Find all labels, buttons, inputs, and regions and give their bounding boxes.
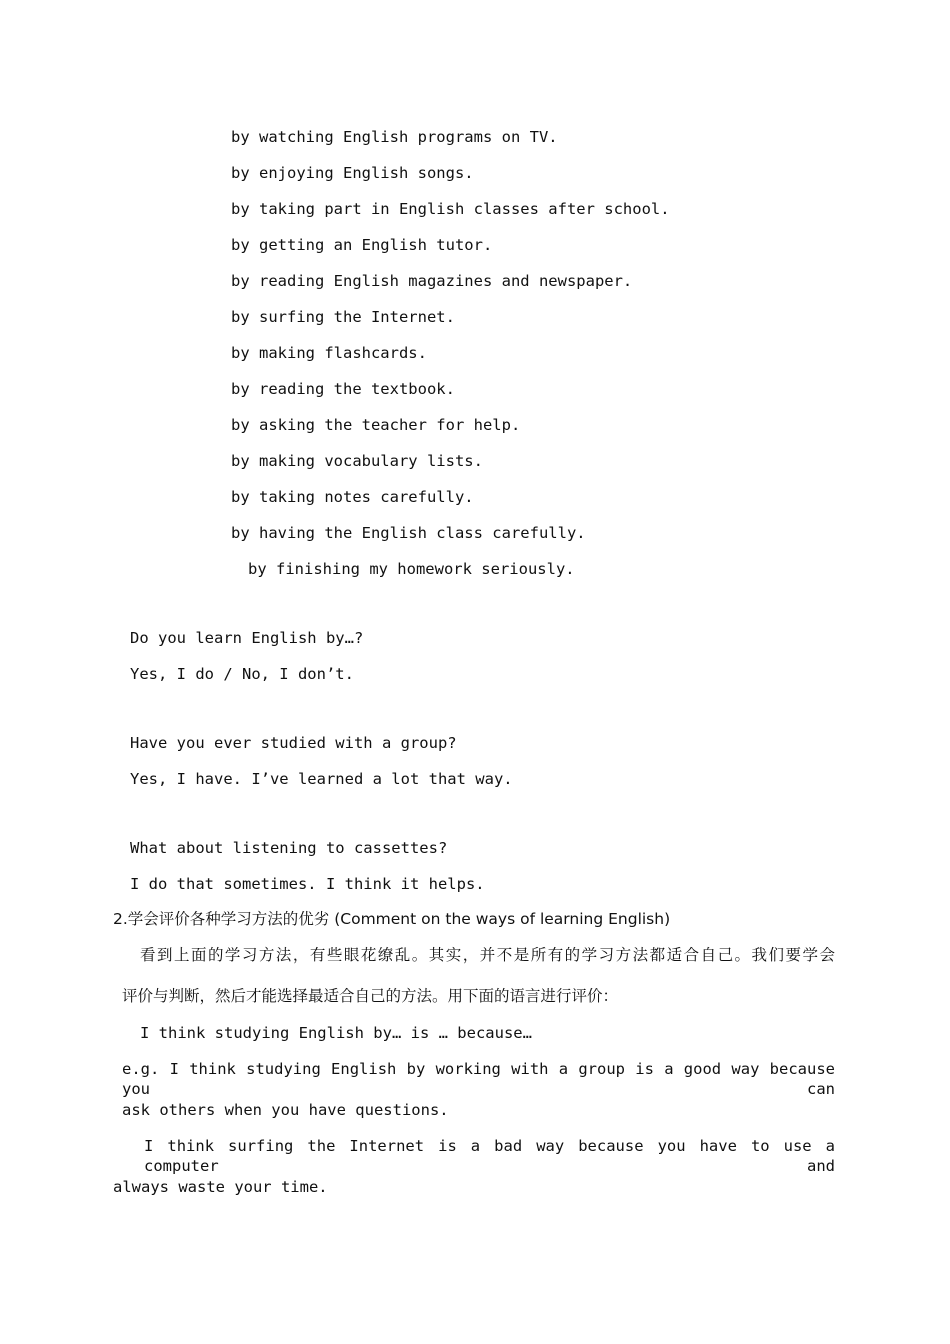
method-item: by reading English magazines and newspaper. [231,272,633,290]
method-item: by getting an English tutor. [231,236,493,254]
sentence-pattern: I think studying English by… is … because… [140,1024,532,1042]
example-line: I think surfing the Internet is a bad way because you have to use a computer and [144,1137,835,1175]
dialogue-answer: Yes, I have. I’ve learned a lot that way. [130,770,513,788]
dialogue-question: Do you learn English by…? [130,629,364,647]
method-item: by watching English programs on TV. [231,128,558,146]
example-line: ask others when you have questions. [122,1101,449,1119]
method-item: by taking part in English classes after school. [231,200,670,218]
dialogue-question: Have you ever studied with a group? [130,734,457,752]
method-item: by enjoying English songs. [231,164,474,182]
method-item: by asking the teacher for help. [231,416,521,434]
dialogue-answer: I do that sometimes. I think it helps. [130,875,485,893]
section-heading: 2.学会评价各种学习方法的优劣 (Comment on the ways of learning English) [113,910,671,928]
method-item: by finishing my homework seriously. [248,560,575,578]
intro-paragraph-line: 评价与判断，然后才能选择最适合自己的方法。用下面的语言进行评价： [122,987,619,1005]
intro-paragraph-line: 看到上面的学习方法，有些眼花缭乱。其实，并不是所有的学习方法都适合自己。我们要学会 [140,946,835,964]
example-line: always waste your time. [113,1178,328,1196]
method-item: by making vocabulary lists. [231,452,483,470]
method-item: by surfing the Internet. [231,308,455,326]
method-item: by having the English class carefully. [231,524,586,542]
dialogue-answer: Yes, I do / No, I don’t. [130,665,354,683]
method-item: by taking notes carefully. [231,488,474,506]
method-item: by reading the textbook. [231,380,455,398]
example-line: e.g. I think studying English by working with a group is a good way because you can [122,1060,835,1098]
dialogue-question: What about listening to cassettes? [130,839,448,857]
method-item: by making flashcards. [231,344,427,362]
